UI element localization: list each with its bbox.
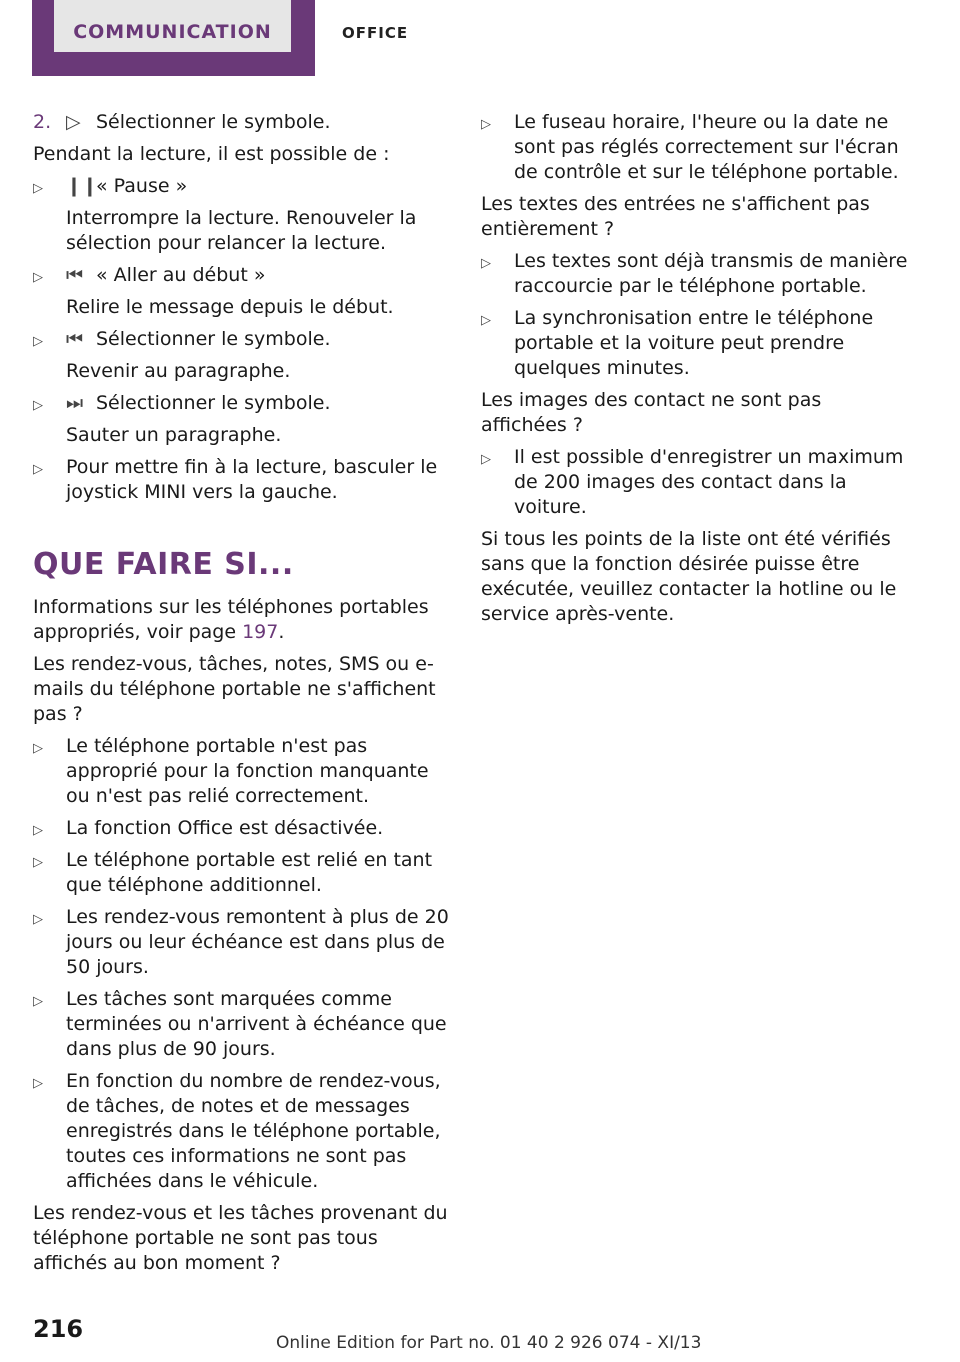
list-item: ▷ Le fuseau horaire, l'heure ou la date ne sont pas réglés correctement sur l'écran de contrôle et sur le téléphone portable. [481,111,899,183]
list-item: ▷ Il est possible d'enregistrer un maximum de 200 images des contact dans la voiture. [481,446,904,518]
info-paragraph: Informations sur les téléphones portables appropriés, voir page 197. [33,596,429,643]
pause-icon: ❙❙ [66,175,98,197]
bullet-icon: ▷ [33,398,43,413]
bullet-icon: ▷ [33,334,43,349]
page-number: 216 [33,1315,84,1343]
step-2 [33,110,453,135]
list-item: ▷ Les textes sont déjà transmis de manière raccourcie par le téléphone portable. [481,250,908,297]
page-link[interactable]: 197 [242,621,279,643]
skip-forward-icon: ⏭ [66,392,84,414]
list-item [33,455,453,505]
list-item: ▷ En fonction du nombre de rendez-vous, de tâches, de notes et de messages enregistrés dans le téléphone portable, toutes ces informations ne sont pas affichées dans le véhicule. [33,1070,441,1192]
bullet-icon: ▷ [481,313,491,328]
item-title: « Aller au début » [96,264,266,286]
item-desc: Sauter un paragraphe. [66,424,282,446]
play-forward-icon: ▷ [66,111,81,133]
list-item [33,263,453,320]
question: Les rendez-vous, tâches, notes, SMS ou e-mails du téléphone portable ne s'affichent pas ? [33,653,436,725]
item-desc: Interrompre la lecture. Renouveler la sélection pour relancer la lecture. [66,207,417,254]
bullet-icon: ▷ [33,994,43,1009]
item-text: Pour mettre fin à la lecture, basculer le joystick MINI vers la gauche. [66,456,438,503]
item-desc: Revenir au paragraphe. [66,360,291,382]
section-heading: QUE FAIRE SI... [33,547,294,582]
list-item [33,327,453,384]
question: Les textes des entrées ne s'affichent pas entièrement ? [481,193,870,240]
bullet-icon: ▷ [33,181,43,196]
list-item: ▷ La fonction Office est désactivée. [33,816,453,841]
bullet-icon: ▷ [33,270,43,285]
section-label: OFFICE [342,24,409,42]
step-text: Sélectionner le symbole. [96,111,331,133]
list-item [33,391,453,448]
bullet-icon: ▷ [33,1076,43,1091]
bullet-icon: ▷ [33,823,43,838]
bullet-icon: ▷ [33,741,43,756]
bullet-icon: ▷ [481,452,491,467]
intro-text: Pendant la lecture, il est possible de : [33,143,390,165]
list-item: ▷ Les rendez-vous remontent à plus de 20 jours ou leur échéance est dans plus de 50 jours. [33,906,449,978]
chapter-tab[interactable]: COMMUNICATION [73,21,272,43]
bullet-icon: ▷ [33,855,43,870]
bullet-icon: ▷ [33,912,43,927]
question: Les rendez-vous et les tâches provenant du téléphone portable ne sont pas tous affichés au bon moment ? [33,1202,448,1274]
list-item: ▷ Les tâches sont marquées comme terminées ou n'arrivent à échéance que dans plus de 90 jours. [33,988,447,1060]
item-title: Sélectionner le symbole. [96,392,331,414]
question: Les images des contact ne sont pas affichées ? [481,389,822,436]
bullet-icon: ▷ [481,256,491,271]
list-item: ▷ Le téléphone portable n'est pas approprié pour la fonction manquante ou n'est pas relié correctement. [33,735,429,807]
item-title: « Pause » [96,175,188,197]
item-title: Sélectionner le symbole. [96,328,331,350]
bullet-icon: ▷ [33,462,43,477]
step-number: 2. [33,111,52,133]
item-desc: Relire le message depuis le début. [66,296,394,318]
bullet-icon: ▷ [481,117,491,132]
skip-back-icon: ⏮ [66,328,84,350]
list-item: ▷ Le téléphone portable est relié en tant que téléphone additionnel. [33,849,433,896]
skip-to-start-icon: ⏮ [66,264,84,286]
list-item [33,174,453,256]
left-column [33,110,453,1283]
list-item: ▷ La synchronisation entre le téléphone portable et la voiture peut prendre quelques minutes. [481,307,874,379]
closing-paragraph: Si tous les points de la liste ont été vérifiés sans que la fonction désirée puisse être exécutée, veuillez contacter la hotline ou le service après-vente. [481,528,897,625]
right-column [481,110,911,634]
footer-edition: Online Edition for Part no. 01 40 2 926 074 - XI/13 [276,1333,702,1353]
